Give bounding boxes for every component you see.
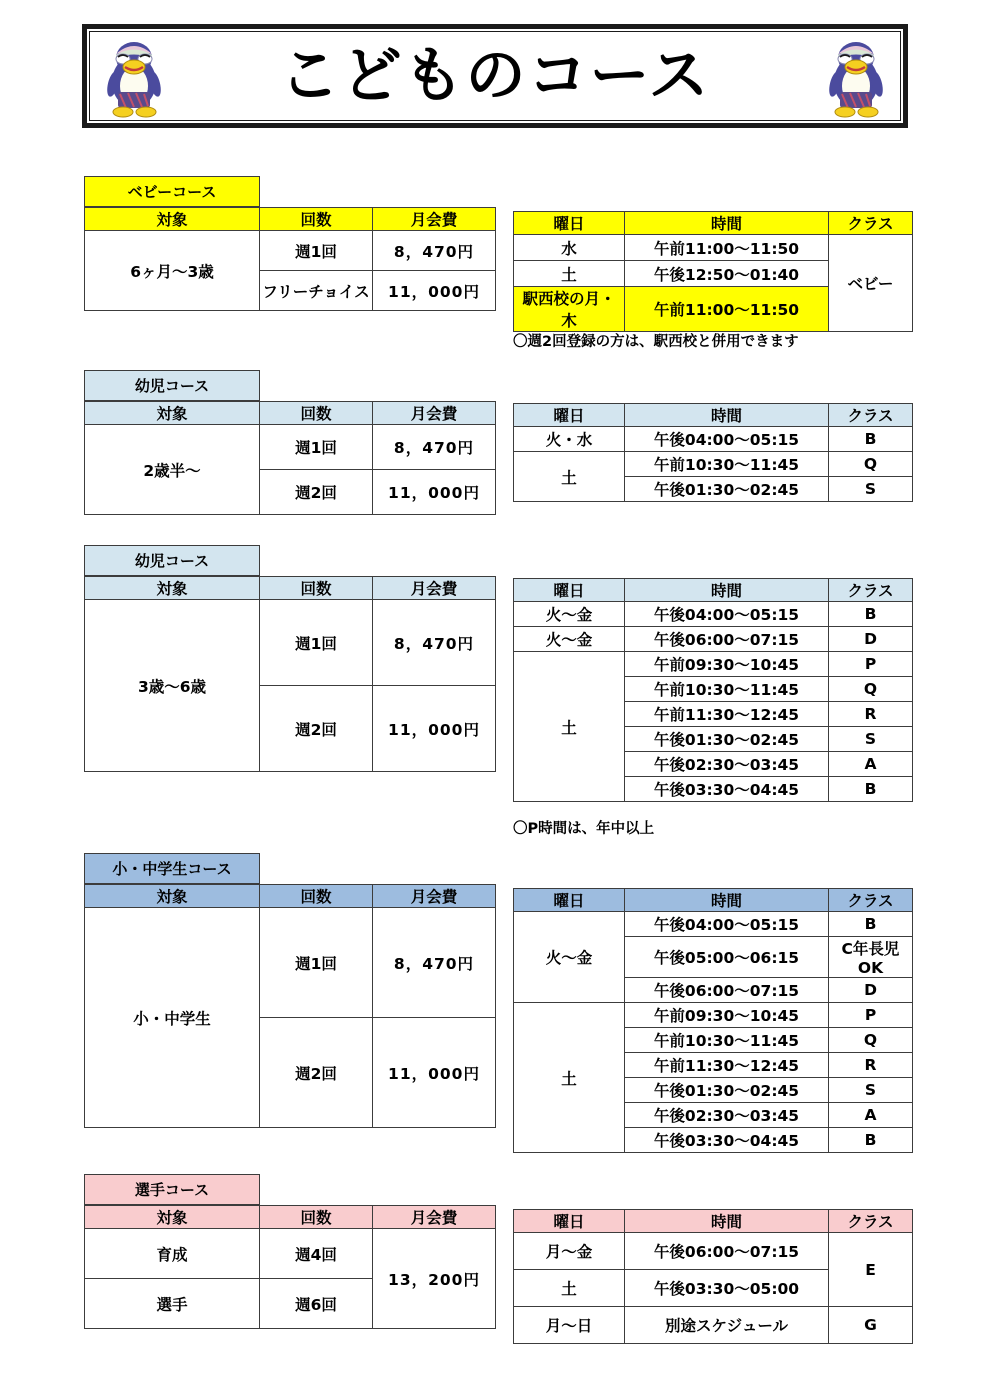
penguin-mascot-icon-left: [101, 32, 167, 120]
day-cell: 火～金: [514, 602, 625, 627]
class-cell: B: [829, 602, 913, 627]
col-header-time: 時間: [625, 579, 829, 602]
fee-cell: 11，000円: [373, 1018, 496, 1128]
class-cell: R: [829, 1053, 913, 1078]
class-cell: Q: [829, 1028, 913, 1053]
time-cell: 午前11:00～11:50: [625, 235, 829, 261]
day-cell: 土: [514, 1003, 625, 1153]
time-cell: 午前10:30～11:45: [625, 452, 829, 477]
time-cell: 午前09:30～10:45: [625, 652, 829, 677]
toddler-a-schedule-block: [513, 403, 913, 502]
course-tab-label: 幼児コース: [85, 371, 260, 401]
fee-cell: 8，470円: [373, 908, 496, 1018]
time-cell: 午前11:00～11:50: [625, 287, 829, 332]
time-cell: 午後12:50～01:40: [625, 261, 829, 287]
count-cell: 週1回: [260, 425, 373, 470]
time-cell: 午後02:30～03:45: [625, 752, 829, 777]
table-header-row: [85, 885, 496, 908]
table-row: [514, 627, 913, 652]
class-cell: P: [829, 652, 913, 677]
col-header-day: 曜日: [514, 579, 625, 602]
target-cell: 小・中学生: [85, 908, 260, 1128]
day-cell: 水: [514, 235, 625, 261]
day-cell: 土: [514, 261, 625, 287]
table-row: [514, 1233, 913, 1270]
time-cell: 午前11:30～12:45: [625, 1053, 829, 1078]
col-header-class: クラス: [829, 404, 913, 427]
col-header-target: 対象: [85, 402, 260, 425]
time-cell: 午後04:00～05:15: [625, 602, 829, 627]
class-cell: D: [829, 627, 913, 652]
col-header-count: 回数: [260, 577, 373, 600]
class-cell: Q: [829, 677, 913, 702]
table-row: [85, 600, 496, 686]
time-cell: 午後03:30～05:00: [625, 1270, 829, 1307]
page-title-banner: [82, 24, 908, 128]
col-header-day: 曜日: [514, 889, 625, 912]
col-header-fee: 月会費: [373, 1206, 496, 1229]
col-header-time: 時間: [625, 889, 829, 912]
class-cell: P: [829, 1003, 913, 1028]
course-tab-label: ベビーコース: [85, 177, 260, 207]
table-row: [514, 235, 913, 261]
time-cell: 午後01:30～02:45: [625, 1078, 829, 1103]
table-header-row: [514, 404, 913, 427]
target-cell: 育成: [85, 1229, 260, 1279]
class-cell: S: [829, 1078, 913, 1103]
table-row: [514, 452, 913, 477]
class-cell: S: [829, 727, 913, 752]
col-header-class: クラス: [829, 1210, 913, 1233]
col-header-count: 回数: [260, 1206, 373, 1229]
count-cell: 週4回: [260, 1229, 373, 1279]
col-header-class: クラス: [829, 889, 913, 912]
day-cell: 月～金: [514, 1233, 625, 1270]
table-header-row: [85, 577, 496, 600]
col-header-target: 対象: [85, 577, 260, 600]
baby-fee-block: [84, 176, 496, 311]
day-cell: 土: [514, 652, 625, 802]
athlete-fee-table: [84, 1205, 496, 1329]
class-cell: S: [829, 477, 913, 502]
fee-cell: 11，000円: [373, 271, 496, 311]
col-header-count: 回数: [260, 208, 373, 231]
count-cell: 週2回: [260, 686, 373, 772]
class-cell: G: [829, 1307, 913, 1344]
toddler-b-course-tab: [84, 545, 260, 576]
school-schedule-table: [513, 888, 913, 1153]
count-cell: 週2回: [260, 1018, 373, 1128]
penguin-mascot-icon-right: [823, 32, 889, 120]
school-schedule-block: [513, 888, 913, 1153]
class-cell: Q: [829, 452, 913, 477]
count-cell: 週1回: [260, 600, 373, 686]
baby-schedule-block: [513, 211, 913, 332]
col-header-target: 対象: [85, 1206, 260, 1229]
count-cell: 週6回: [260, 1279, 373, 1329]
toddler-b-fee-table: [84, 576, 496, 772]
class-cell: B: [829, 1128, 913, 1153]
class-cell: B: [829, 912, 913, 937]
day-cell: 月～日: [514, 1307, 625, 1344]
table-row: [514, 652, 913, 677]
toddler-a-fee-table: [84, 401, 496, 515]
table-header-row: [514, 212, 913, 235]
target-cell: 6ヶ月～3歳: [85, 231, 260, 311]
col-header-fee: 月会費: [373, 402, 496, 425]
time-cell: 午前10:30～11:45: [625, 1028, 829, 1053]
athlete-course-tab: [84, 1174, 260, 1205]
col-header-count: 回数: [260, 885, 373, 908]
fee-cell: 8，470円: [373, 425, 496, 470]
day-cell: 火～金: [514, 912, 625, 1003]
table-row: [514, 427, 913, 452]
toddler-b-note: 〇P時間は、年中以上: [513, 821, 655, 837]
count-cell: フリーチョイス: [260, 271, 373, 311]
athlete-schedule-table: [513, 1209, 913, 1344]
col-header-time: 時間: [625, 212, 829, 235]
count-cell: 週1回: [260, 908, 373, 1018]
table-row: [85, 1229, 496, 1279]
school-course-tab: [84, 853, 260, 884]
toddler-a-fee-block: [84, 370, 496, 515]
school-fee-table: [84, 884, 496, 1128]
toddler-b-schedule-block: [513, 578, 913, 802]
col-header-target: 対象: [85, 885, 260, 908]
toddler-a-course-tab: [84, 370, 260, 401]
col-header-fee: 月会費: [373, 208, 496, 231]
class-cell: C年長児OK: [829, 937, 913, 978]
time-cell: 午後06:00～07:15: [625, 627, 829, 652]
table-row: [514, 1307, 913, 1344]
time-cell: 午後03:30～04:45: [625, 777, 829, 802]
col-header-time: 時間: [625, 1210, 829, 1233]
table-row: [514, 912, 913, 937]
col-header-day: 曜日: [514, 212, 625, 235]
class-cell: B: [829, 777, 913, 802]
class-cell: D: [829, 978, 913, 1003]
baby-course-tab: [84, 176, 260, 207]
time-cell: 午後06:00～07:15: [625, 978, 829, 1003]
toddler-b-fee-block: [84, 545, 496, 772]
page-title: こどものコース: [279, 41, 711, 111]
course-tab-label: 幼児コース: [85, 546, 260, 576]
baby-fee-table: [84, 207, 496, 311]
course-tab-label: 小・中学生コース: [85, 854, 260, 884]
table-row: [85, 231, 496, 271]
day-cell: 火・水: [514, 427, 625, 452]
class-cell: ベビー: [829, 235, 913, 332]
target-cell: 2歳半～: [85, 425, 260, 515]
athlete-fee-block: [84, 1174, 496, 1329]
toddler-b-schedule-table: [513, 578, 913, 802]
day-cell: 土: [514, 1270, 625, 1307]
day-cell: 土: [514, 452, 625, 502]
time-cell: 別途スケジュール: [625, 1307, 829, 1344]
time-cell: 午後04:00～05:15: [625, 912, 829, 937]
time-cell: 午後01:30～02:45: [625, 477, 829, 502]
target-cell: 3歳～6歳: [85, 600, 260, 772]
col-header-class: クラス: [829, 579, 913, 602]
table-header-row: [85, 1206, 496, 1229]
toddler-a-schedule-table: [513, 403, 913, 502]
fee-cell: 11，000円: [373, 686, 496, 772]
time-cell: 午後04:00～05:15: [625, 427, 829, 452]
table-row: [514, 1003, 913, 1028]
athlete-schedule-block: [513, 1209, 913, 1344]
col-header-day: 曜日: [514, 404, 625, 427]
time-cell: 午後05:00～06:15: [625, 937, 829, 978]
time-cell: 午前11:30～12:45: [625, 702, 829, 727]
time-cell: 午後01:30～02:45: [625, 727, 829, 752]
table-row: [514, 602, 913, 627]
table-header-row: [85, 208, 496, 231]
col-header-fee: 月会費: [373, 577, 496, 600]
table-header-row: [514, 579, 913, 602]
time-cell: 午後06:00～07:15: [625, 1233, 829, 1270]
class-cell: A: [829, 1103, 913, 1128]
baby-schedule-table: [513, 211, 913, 332]
table-header-row: [514, 889, 913, 912]
col-header-class: クラス: [829, 212, 913, 235]
baby-note: 〇週2回登録の方は、駅西校と併用できます: [513, 334, 799, 350]
school-fee-block: [84, 853, 496, 1128]
course-tab-label: 選手コース: [85, 1175, 260, 1205]
time-cell: 午前10:30～11:45: [625, 677, 829, 702]
day-cell: 駅西校の月・木: [514, 287, 625, 332]
time-cell: 午後02:30～03:45: [625, 1103, 829, 1128]
target-cell: 選手: [85, 1279, 260, 1329]
class-cell: E: [829, 1233, 913, 1307]
table-row: [85, 425, 496, 470]
class-cell: B: [829, 427, 913, 452]
count-cell: 週1回: [260, 231, 373, 271]
day-cell: 火～金: [514, 627, 625, 652]
fee-cell: 8，470円: [373, 231, 496, 271]
table-header-row: [85, 402, 496, 425]
fee-cell-merged: 13，200円: [373, 1229, 496, 1329]
col-header-target: 対象: [85, 208, 260, 231]
count-cell: 週2回: [260, 470, 373, 515]
fee-cell: 11，000円: [373, 470, 496, 515]
table-row: [85, 908, 496, 1018]
time-cell: 午前09:30～10:45: [625, 1003, 829, 1028]
col-header-fee: 月会費: [373, 885, 496, 908]
time-cell: 午後03:30～04:45: [625, 1128, 829, 1153]
col-header-time: 時間: [625, 404, 829, 427]
table-header-row: [514, 1210, 913, 1233]
col-header-day: 曜日: [514, 1210, 625, 1233]
col-header-count: 回数: [260, 402, 373, 425]
class-cell: A: [829, 752, 913, 777]
fee-cell: 8，470円: [373, 600, 496, 686]
class-cell: R: [829, 702, 913, 727]
